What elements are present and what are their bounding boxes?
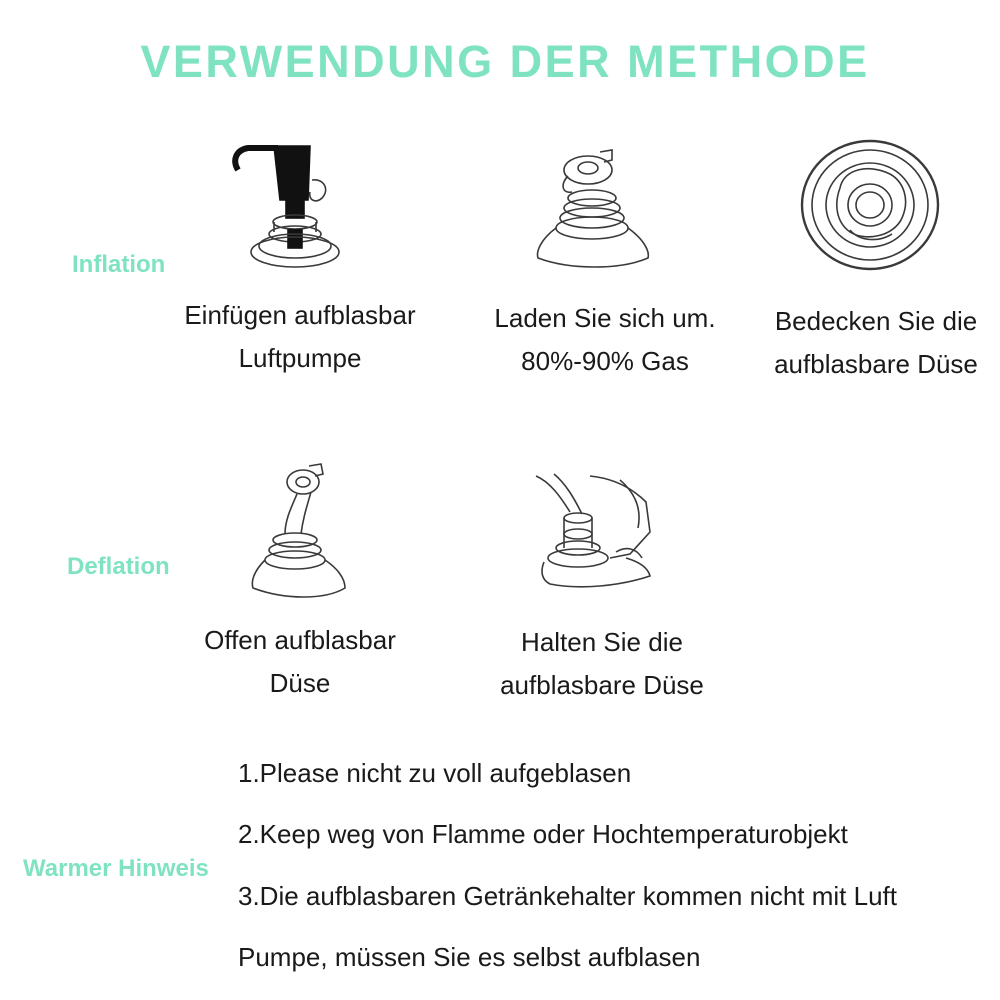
page-title: VERWENDUNG DER METHODE: [140, 36, 870, 87]
pump-insert-icon: [228, 140, 348, 280]
deflation-label: Deflation: [67, 553, 170, 580]
deflation-step-2-caption: Halten Sie die aufblasbare Düse: [500, 627, 704, 700]
deflation-step-1-caption: Offen aufblasbar Düse: [204, 625, 396, 698]
hint-item-2: 2.Keep weg von Flamme oder Hochtemperaturobjekt: [238, 819, 848, 849]
inflation-label: Inflation: [72, 251, 166, 278]
valve-open-icon: [245, 460, 355, 605]
hand-press-valve-icon: [530, 472, 660, 592]
inflation-step-3-caption: Bedecken Sie die aufblasbare Düse: [774, 306, 978, 379]
inflation-step-1-caption: Einfügen aufblasbar Luftpumpe: [184, 300, 416, 373]
hints-label: Warmer Hinweis: [23, 855, 209, 882]
valve-cover-icon: [800, 138, 940, 272]
inflation-step-2-caption: Laden Sie sich um. 80%-90% Gas: [494, 303, 716, 376]
hint-item-3: 3.Die aufblasbaren Getränkehalter kommen nicht mit Luft: [238, 881, 898, 911]
valve-inflate-icon: [530, 140, 660, 280]
hint-item-4: Pumpe, müssen Sie es selbst aufblasen: [238, 942, 701, 972]
hint-item-1: 1.Please nicht zu voll aufgeblasen: [238, 758, 632, 788]
